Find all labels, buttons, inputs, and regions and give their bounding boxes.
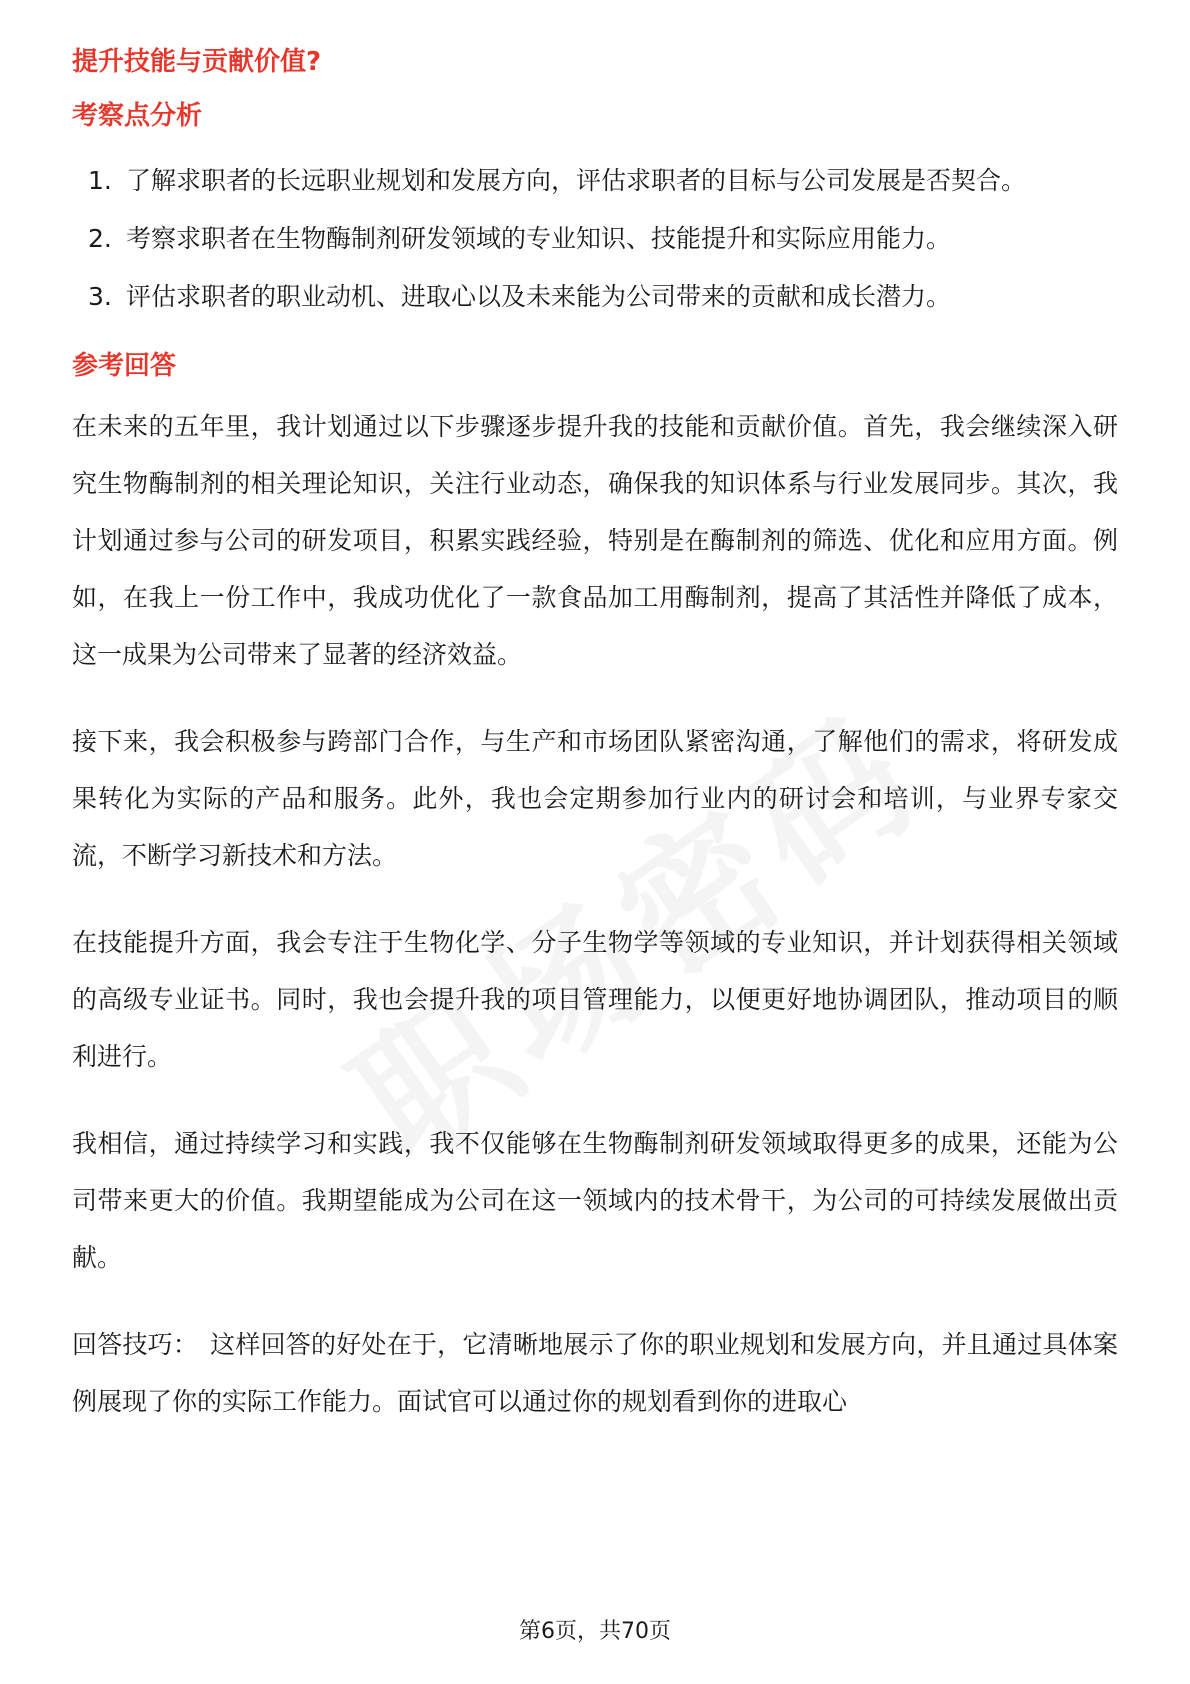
answer-paragraph: 在技能提升方面，我会专注于生物化学、分子生物学等领域的专业知识，并计划获得相关领域的高级专业证书。同时，我也会提升我的项目管理能力，以便更好地协调团队，推动项目的顺利进行。	[72, 928, 1118, 1071]
page-number-footer: 第6页，共70页	[519, 1619, 671, 1644]
list-item	[72, 152, 1118, 210]
list-item-number: 3.	[88, 282, 112, 311]
analysis-heading: 考察点分析	[72, 101, 203, 131]
answer-heading: 参考回答	[72, 351, 177, 381]
analysis-points-list	[72, 152, 1118, 326]
answer-paragraph: 在未来的五年里，我计划通过以下步骤逐步提升我的技能和贡献价值。首先，我会继续深入研究生物酶制剂的相关理论知识，关注行业动态，确保我的知识体系与行业发展同步。其次，我计划通过参与公司的研发项目，积累实践经验，特别是在酶制剂的筛选、优化和应用方面。例如，在我上一份工作中，我成功优化了一款食品加工用酶制剂，提高了其活性并降低了成本，这一成果为公司带来了显著的经济效益。	[72, 412, 1118, 669]
answer-paragraph: 我相信，通过持续学习和实践，我不仅能够在生物酶制剂研发领域取得更多的成果，还能为公司带来更大的价值。我期望能成为公司在这一领域内的技术骨干，为公司的可持续发展做出贡献。	[72, 1129, 1118, 1272]
list-item	[72, 210, 1118, 268]
list-item-number: 1.	[88, 166, 112, 195]
list-item-text: 评估求职者的职业动机、进取心以及未来能为公司带来的贡献和成长潜力。	[126, 282, 952, 311]
list-item-text: 考察求职者在生物酶制剂研发领域的专业知识、技能提升和实际应用能力。	[126, 224, 952, 253]
answer-tip	[72, 1316, 1118, 1430]
list-item-text: 了解求职者的长远职业规划和发展方向，评估求职者的目标与公司发展是否契合。	[126, 166, 1027, 195]
list-item-number: 2.	[88, 224, 112, 253]
tip-text: 这样回答的好处在于，它清晰地展示了你的职业规划和发展方向，并且通过具体案例展现了你的实际工作能力。面试官可以通过你的规划看到你的进取心	[72, 1330, 1118, 1416]
question-title: 提升技能与贡献价值?	[72, 47, 322, 77]
tip-label: 回答技巧：	[72, 1330, 199, 1359]
answer-paragraph: 接下来，我会积极参与跨部门合作，与生产和市场团队紧密沟通，了解他们的需求，将研发成果转化为实际的产品和服务。此外，我也会定期参加行业内的研讨会和培训，与业界专家交流，不断学习新技术和方法。	[72, 727, 1118, 870]
list-item	[72, 268, 1118, 326]
document-page	[72, 44, 1118, 1460]
